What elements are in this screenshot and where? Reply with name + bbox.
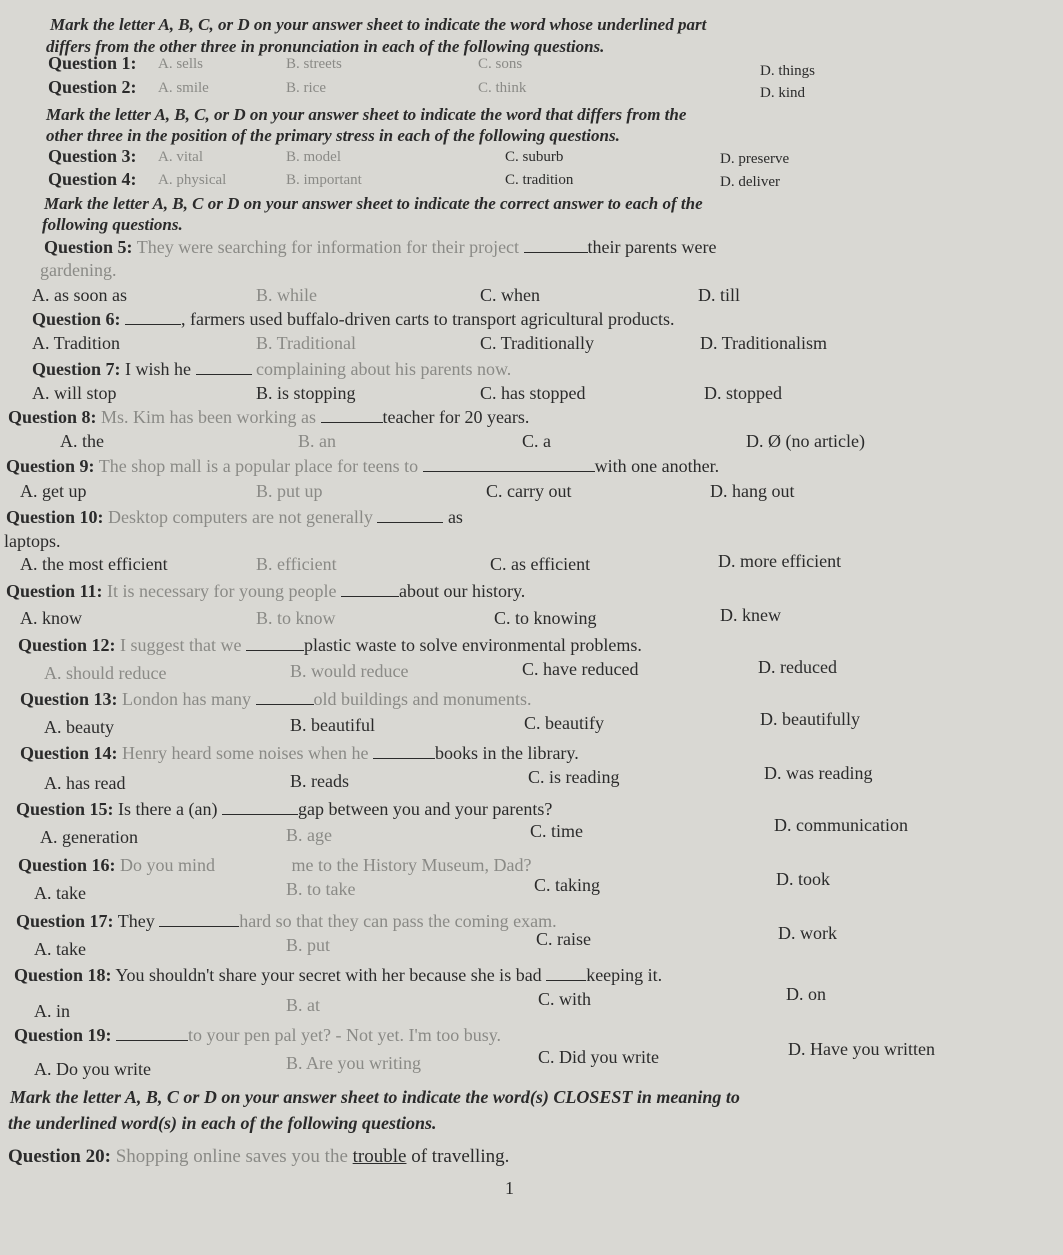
q8-option-d[interactable]: D. Ø (no article) bbox=[746, 431, 865, 451]
q14-option-b[interactable]: B. reads bbox=[290, 771, 349, 791]
question-2: Question 2: bbox=[48, 77, 137, 97]
q12-option-a[interactable]: A. should reduce bbox=[44, 663, 167, 683]
instruction-correct-line1: Mark the letter A, B, C or D on your answer sheet to indicate the correct answer to each of the bbox=[44, 194, 703, 213]
q13-option-d[interactable]: D. beautifully bbox=[760, 709, 860, 729]
instruction-closest-line1: Mark the letter A, B, C or D on your answer sheet to indicate the word(s) CLOSEST in meaning to bbox=[10, 1087, 740, 1107]
q19-blank bbox=[116, 1026, 188, 1041]
q18-option-d[interactable]: D. on bbox=[786, 984, 826, 1004]
q3-option-d[interactable]: D. preserve bbox=[720, 151, 790, 167]
q7-option-a[interactable]: A. will stop bbox=[32, 383, 117, 403]
q5-option-a[interactable]: A. as soon as bbox=[32, 285, 127, 305]
q4-option-a[interactable]: A. physical bbox=[158, 172, 227, 188]
question-20: Question 20: Shopping online saves you the trouble of travelling. bbox=[8, 1146, 510, 1167]
q14-option-d[interactable]: D. was reading bbox=[764, 763, 873, 783]
question-1: Question 1: bbox=[48, 53, 137, 73]
q12-option-c[interactable]: C. have reduced bbox=[522, 659, 639, 679]
question-6: Question 6: , farmers used buffalo-driven carts to transport agricultural products. bbox=[32, 309, 675, 329]
q1-option-c[interactable]: C. sons bbox=[478, 56, 523, 72]
instruction-correct-line2: following questions. bbox=[42, 215, 183, 234]
q8-option-b[interactable]: B. an bbox=[298, 431, 336, 451]
q18-blank bbox=[546, 966, 586, 981]
q7-blank bbox=[196, 360, 252, 375]
q11-option-a[interactable]: A. know bbox=[20, 608, 82, 628]
question-14: Question 14: Henry heard some noises when he books in the library. bbox=[20, 743, 579, 763]
question-19: Question 19: to your pen pal yet? - Not yet. I'm too busy. bbox=[14, 1025, 502, 1045]
q3-option-b[interactable]: B. model bbox=[286, 149, 341, 165]
q13-option-b[interactable]: B. beautiful bbox=[290, 715, 375, 735]
q6-option-a[interactable]: A. Tradition bbox=[32, 333, 121, 353]
question-13: Question 13: London has many old buildings and monuments. bbox=[20, 689, 532, 709]
q6-option-d[interactable]: D. Traditionalism bbox=[700, 333, 828, 353]
q3-option-a[interactable]: A. vital bbox=[158, 149, 203, 165]
question-4: Question 4: bbox=[48, 169, 137, 189]
q8-option-c[interactable]: C. a bbox=[522, 431, 551, 451]
q7-option-c[interactable]: C. has stopped bbox=[480, 383, 586, 403]
q3-option-c[interactable]: C. suburb bbox=[505, 149, 564, 165]
question-10: Question 10: Desktop computers are not generally as bbox=[6, 507, 463, 527]
q5-option-d[interactable]: D. till bbox=[698, 285, 741, 305]
q5-text-continued: gardening. bbox=[40, 260, 117, 280]
q8-blank bbox=[321, 408, 383, 423]
q1-option-d[interactable]: D. things bbox=[760, 63, 816, 79]
instruction-closest-line2: the underlined word(s) in each of the following questions. bbox=[8, 1113, 437, 1133]
q7-option-b[interactable]: B. is stopping bbox=[256, 383, 356, 403]
q11-blank bbox=[341, 582, 399, 597]
q10-option-c[interactable]: C. as efficient bbox=[490, 554, 591, 574]
q14-option-c[interactable]: C. is reading bbox=[528, 767, 620, 787]
question-3: Question 3: bbox=[48, 146, 137, 166]
q10-option-d[interactable]: D. more efficient bbox=[718, 551, 842, 571]
instruction-stress-line2: other three in the position of the primary stress in each of the following questions. bbox=[46, 126, 620, 145]
q19-option-b[interactable]: B. Are you writing bbox=[286, 1053, 421, 1073]
q9-option-c[interactable]: C. carry out bbox=[486, 481, 572, 501]
q17-option-b[interactable]: B. put bbox=[286, 935, 331, 955]
q15-option-b[interactable]: B. age bbox=[286, 825, 332, 845]
question-18: Question 18: You shouldn't share your secret with her because she is bad keeping it. bbox=[14, 965, 663, 985]
q15-blank bbox=[222, 800, 298, 815]
q20-underlined-word: trouble bbox=[352, 1146, 407, 1167]
question-17: Question 17: They hard so that they can pass the coming exam. bbox=[16, 911, 557, 931]
question-12: Question 12: I suggest that we plastic waste to solve environmental problems. bbox=[18, 635, 642, 655]
q5-blank bbox=[524, 238, 588, 253]
q14-option-a[interactable]: A. has read bbox=[44, 773, 126, 793]
q16-option-c[interactable]: C. taking bbox=[534, 875, 600, 895]
q17-option-a[interactable]: A. take bbox=[34, 939, 86, 959]
q17-blank bbox=[159, 912, 239, 927]
q6-option-b[interactable]: B. Traditional bbox=[256, 333, 357, 353]
q16-option-a[interactable]: A. take bbox=[34, 883, 86, 903]
q8-option-a[interactable]: A. the bbox=[60, 431, 104, 451]
q10-blank bbox=[377, 508, 443, 523]
q16-option-b[interactable]: B. to take bbox=[286, 879, 356, 899]
q16-option-d[interactable]: D. took bbox=[776, 869, 830, 889]
q2-option-c[interactable]: C. think bbox=[478, 80, 527, 96]
question-11: Question 11: It is necessary for young people about our history. bbox=[6, 581, 526, 601]
question-8: Question 8: Ms. Kim has been working as teacher for 20 years. bbox=[8, 407, 530, 427]
q11-option-d[interactable]: D. knew bbox=[720, 605, 781, 625]
question-9: Question 9: The shop mall is a popular place for teens to with one another. bbox=[6, 456, 720, 476]
question-16: Question 16: Do you mind me to the History Museum, Dad? bbox=[18, 855, 532, 875]
q18-option-b[interactable]: B. at bbox=[286, 995, 320, 1015]
q15-option-c[interactable]: C. time bbox=[530, 821, 583, 841]
instruction-stress-line1: Mark the letter A, B, C, or D on your answer sheet to indicate the word that differs from the bbox=[46, 105, 687, 124]
q4-option-c[interactable]: C. tradition bbox=[505, 172, 574, 188]
question-15: Question 15: Is there a (an) gap between you and your parents? bbox=[16, 799, 553, 819]
q2-option-a[interactable]: A. smile bbox=[158, 80, 209, 96]
q17-option-d[interactable]: D. work bbox=[778, 923, 837, 943]
q18-option-a[interactable]: A. in bbox=[34, 1001, 70, 1021]
q1-option-a[interactable]: A. sells bbox=[158, 56, 203, 72]
q14-blank bbox=[373, 744, 435, 759]
q10-text-continued: laptops. bbox=[4, 531, 61, 551]
q13-blank bbox=[256, 690, 314, 705]
q6-blank bbox=[125, 310, 181, 325]
q13-option-a[interactable]: A. beauty bbox=[44, 717, 114, 737]
q9-option-d[interactable]: D. hang out bbox=[710, 481, 795, 501]
q9-blank bbox=[423, 457, 595, 472]
q19-option-c[interactable]: C. Did you write bbox=[538, 1047, 659, 1067]
q10-option-a[interactable]: A. the most efficient bbox=[20, 554, 168, 574]
q18-option-c[interactable]: C. with bbox=[538, 989, 592, 1009]
q9-option-b[interactable]: B. put up bbox=[256, 481, 323, 501]
question-7: Question 7: I wish he complaining about his parents now. bbox=[32, 359, 512, 379]
q17-option-c[interactable]: C. raise bbox=[536, 929, 591, 949]
q12-option-b[interactable]: B. would reduce bbox=[290, 661, 409, 681]
q12-blank bbox=[246, 636, 304, 651]
q9-option-a[interactable]: A. get up bbox=[20, 481, 87, 501]
q2-option-d[interactable]: D. kind bbox=[760, 85, 805, 101]
q12-option-d[interactable]: D. reduced bbox=[758, 657, 837, 677]
instruction-pronunciation-line1: Mark the letter A, B, C, or D on your answer sheet to indicate the word whose underlined part bbox=[50, 15, 707, 34]
q11-option-c[interactable]: C. to knowing bbox=[494, 608, 597, 628]
q7-option-d[interactable]: D. stopped bbox=[704, 383, 782, 403]
page-number: 1 bbox=[505, 1178, 514, 1198]
question-5: Question 5: They were searching for information for their project their parents were bbox=[44, 237, 717, 257]
q15-option-a[interactable]: A. generation bbox=[40, 827, 138, 847]
q2-option-b[interactable]: B. rice bbox=[286, 80, 326, 96]
q1-option-b[interactable]: B. streets bbox=[286, 56, 342, 72]
q19-option-a[interactable]: A. Do you write bbox=[34, 1059, 151, 1079]
q16-blank bbox=[220, 856, 292, 871]
q11-option-b[interactable]: B. to know bbox=[256, 608, 336, 628]
instruction-pronunciation-line2: differs from the other three in pronunciation in each of the following questions. bbox=[46, 37, 605, 56]
q13-option-c[interactable]: C. beautify bbox=[524, 713, 604, 733]
q4-option-b[interactable]: B. important bbox=[286, 172, 362, 188]
q19-option-d[interactable]: D. Have you written bbox=[788, 1039, 935, 1059]
q5-option-b[interactable]: B. while bbox=[256, 285, 317, 305]
q4-option-d[interactable]: D. deliver bbox=[720, 174, 780, 190]
q5-option-c[interactable]: C. when bbox=[480, 285, 540, 305]
q15-option-d[interactable]: D. communication bbox=[774, 815, 908, 835]
q10-option-b[interactable]: B. efficient bbox=[256, 554, 337, 574]
q6-option-c[interactable]: C. Traditionally bbox=[480, 333, 595, 353]
